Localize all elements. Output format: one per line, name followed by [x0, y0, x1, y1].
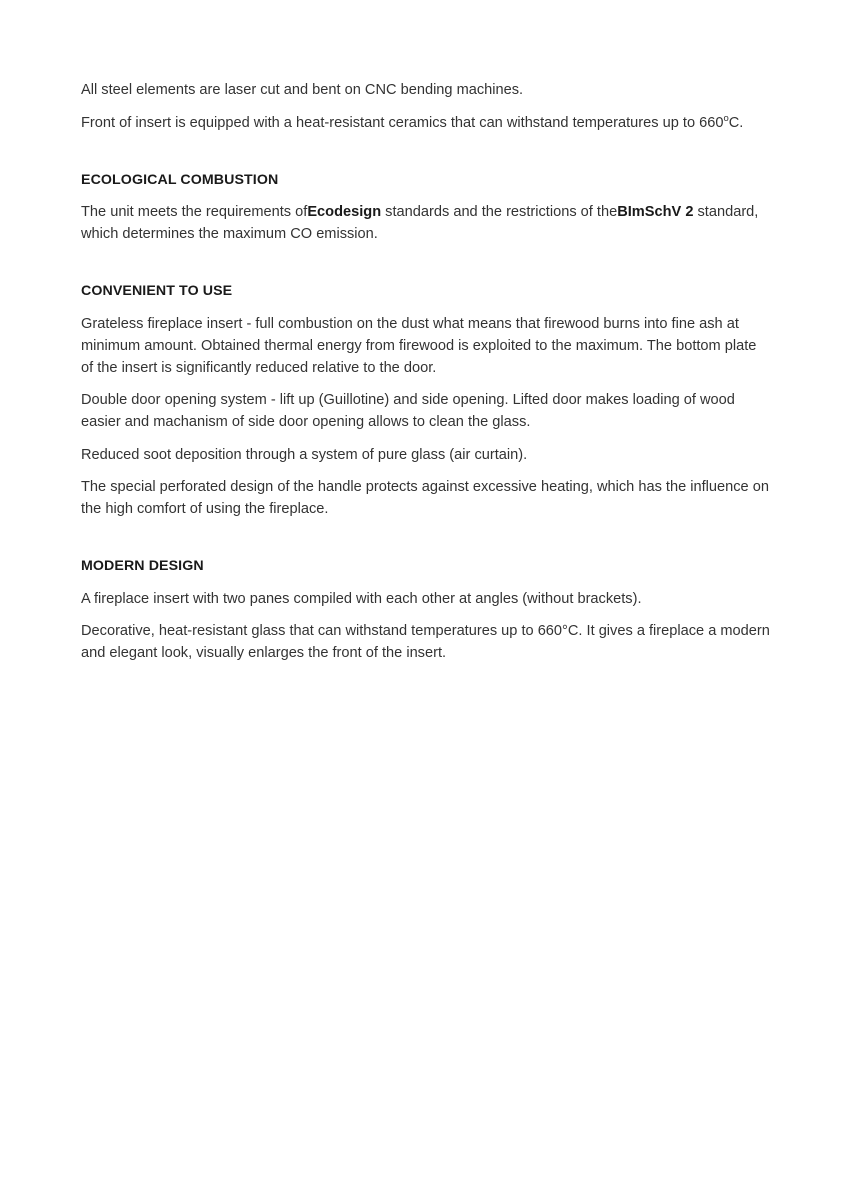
ecodesign-bold: Ecodesign — [307, 204, 382, 220]
paragraph-decorative-glass: Decorative, heat-resistant glass that can withstand temperatures up to 660°C. It gives a fireplace a modern and elegant look, visually enlarges the front of the insert. — [81, 623, 770, 661]
ecological-text-2: standards and the restrictions of the — [381, 204, 618, 220]
paragraph-grateless: Grateless fireplace insert - full combustion on the dust what means that firewood burns into fine ash at minimum amount. Obtained thermal energy from firewood is exploited to the maximum. The bottom plate of the insert is significantly reduced relative to the door. — [81, 315, 757, 376]
paragraph-two-panes: A fireplace insert with two panes compiled with each other at angles (without brackets). — [81, 590, 642, 607]
heading-modern-design: MODERN DESIGN — [81, 558, 204, 574]
bimschv-bold: BImSchV 2 — [617, 204, 694, 220]
paragraph-ceramics — [81, 112, 771, 134]
heading-ecological-combustion: ECOLOGICAL COMBUSTION — [81, 171, 279, 188]
ceramics-unit: C. — [728, 114, 744, 131]
degree-superscript: o — [723, 112, 729, 124]
paragraph-handle: The special perforated design of the handle protects against excessive heating, which has the influence on the high comfort of using the fireplace. — [81, 479, 769, 517]
heading-convenient-to-use: CONVENIENT TO USE — [81, 283, 233, 299]
ecological-text-1: The unit meets the requirements of — [81, 204, 308, 220]
ecological-text-3: standard, which determines the maximum CO emission. — [81, 204, 759, 242]
paragraph-ecological — [81, 201, 771, 245]
paragraph-double-door: Double door opening system - lift up (Guillotine) and side opening. Lifted door makes loading of wood easier and machanism of side door opening allows to clean the glass. — [81, 392, 735, 430]
ceramics-text: Front of insert is equipped with a heat-resistant ceramics that can withstand temperatures up to 660 — [81, 114, 724, 131]
document-page — [81, 79, 771, 664]
paragraph-soot: Reduced soot deposition through a system of pure glass (air curtain). — [81, 446, 528, 463]
paragraph-laser-cut: All steel elements are laser cut and bent on CNC bending machines. — [81, 82, 524, 98]
